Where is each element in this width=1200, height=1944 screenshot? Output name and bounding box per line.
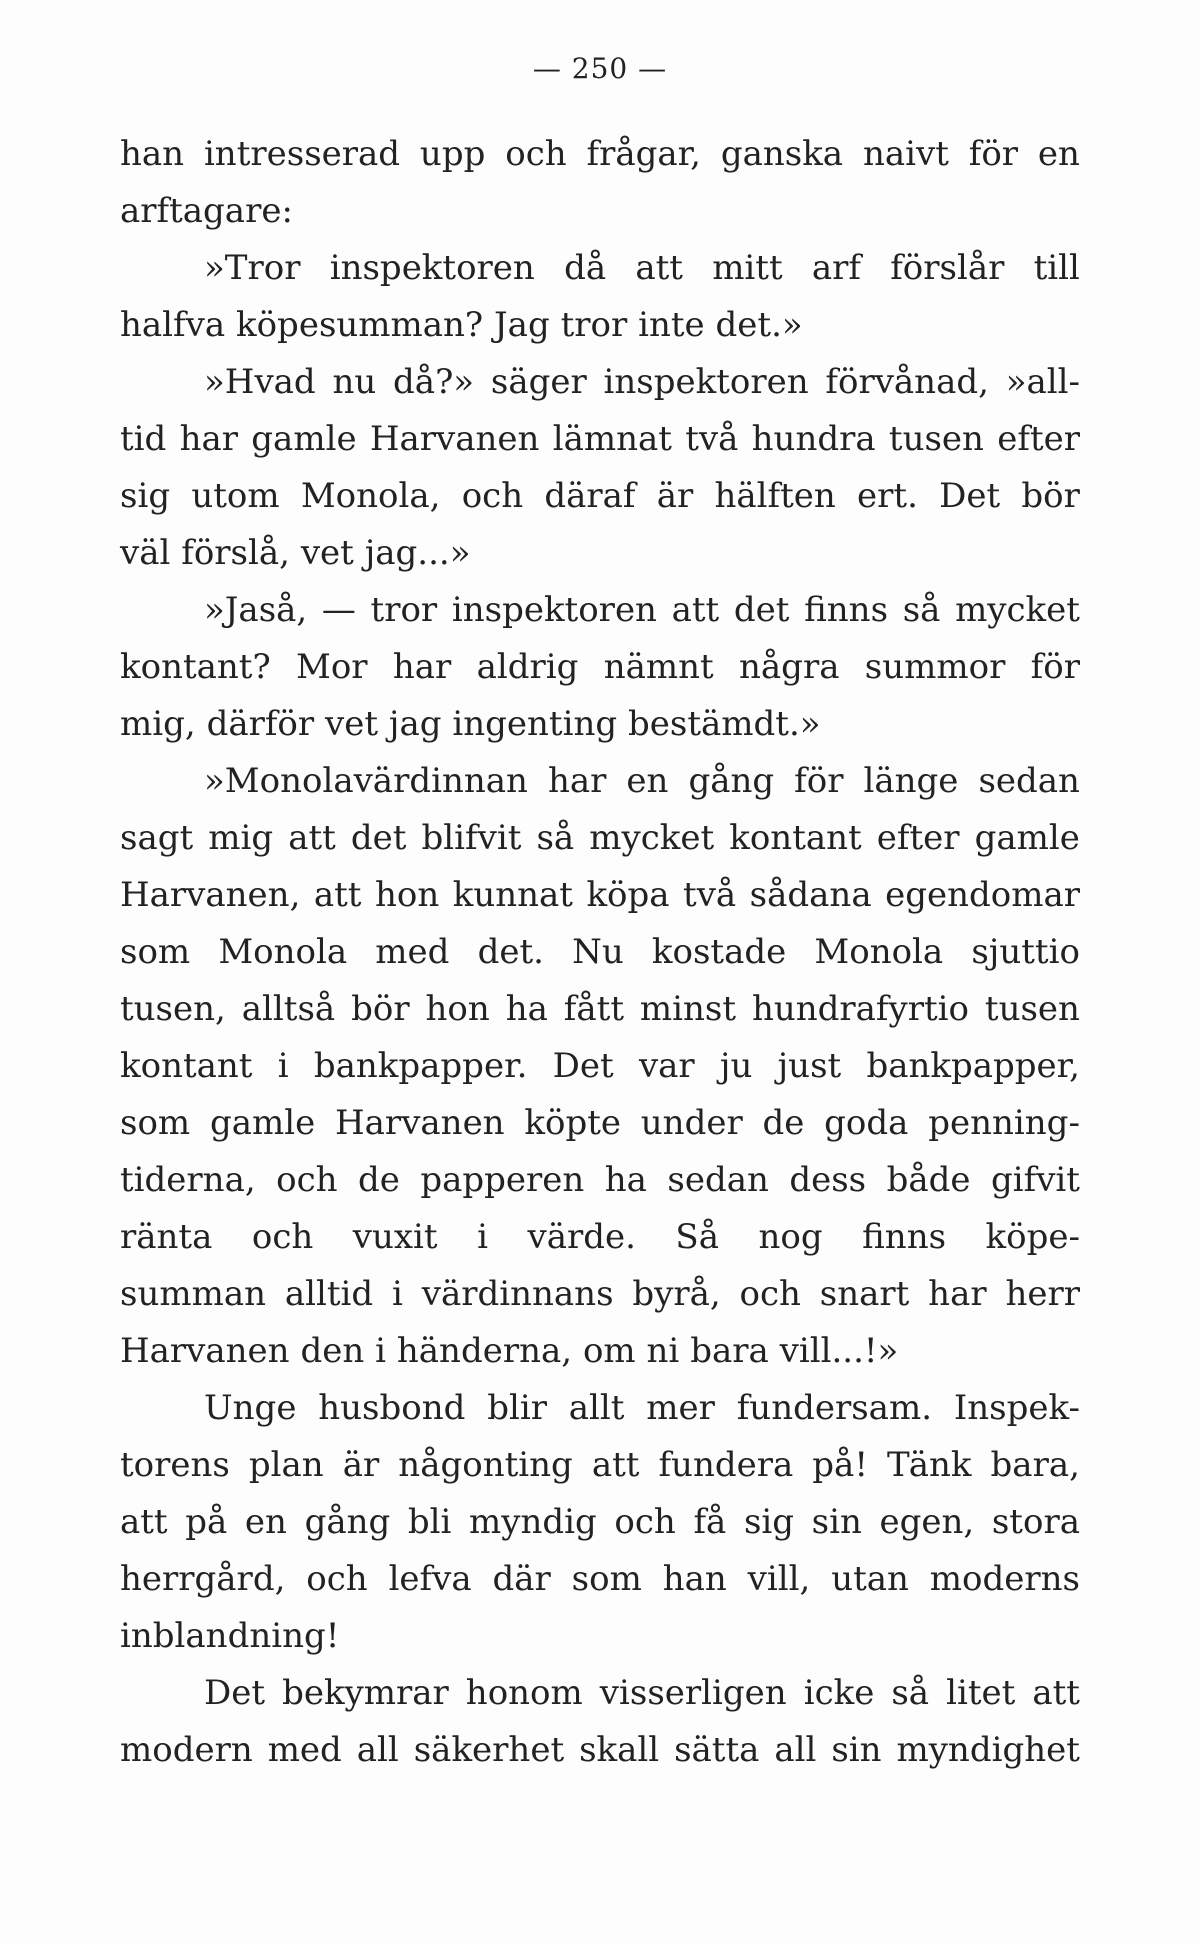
- word: och: [739, 1274, 801, 1314]
- word: köpa: [586, 875, 670, 915]
- word: finns: [804, 590, 889, 630]
- word: herrgård,: [120, 1559, 286, 1599]
- word: mycket: [955, 590, 1080, 630]
- word: köpe-: [985, 1217, 1080, 1257]
- word: kontant: [729, 818, 862, 858]
- word: att: [288, 818, 336, 858]
- word: penning-: [928, 1103, 1080, 1143]
- word: så: [536, 818, 575, 858]
- word: efter: [876, 818, 960, 858]
- word: hundra: [751, 419, 876, 459]
- word: myndighet: [896, 1730, 1080, 1770]
- text-line: [120, 696, 1080, 753]
- word: att: [635, 248, 683, 288]
- word: två: [683, 875, 737, 915]
- word: de: [357, 1160, 400, 1200]
- word: sin: [831, 1730, 882, 1770]
- word: Harvanen: [120, 1331, 290, 1371]
- word: och: [461, 476, 524, 516]
- word: visserligen: [599, 1673, 787, 1713]
- word: kunnat: [452, 875, 573, 915]
- word: och: [505, 134, 567, 174]
- word: frågar,: [586, 134, 701, 174]
- word: aldrig: [476, 647, 579, 687]
- word: Monola: [814, 932, 944, 972]
- word: för: [968, 134, 1019, 174]
- word: Så: [675, 1217, 719, 1257]
- word: Harvanen: [335, 1103, 505, 1143]
- word: mer: [646, 1388, 715, 1428]
- word: Det: [204, 1673, 266, 1713]
- word: en: [1037, 134, 1080, 174]
- word: bara: [690, 1331, 769, 1371]
- word: i: [477, 1217, 488, 1257]
- word: sagt: [120, 818, 194, 858]
- word: summor: [864, 647, 1006, 687]
- word: om: [582, 1331, 636, 1371]
- text-line: [120, 1323, 1080, 1380]
- text-line: [120, 1152, 1080, 1209]
- word: plan: [248, 1445, 324, 1485]
- word: där: [492, 1559, 551, 1599]
- word: vet: [300, 533, 354, 573]
- word: Unge: [204, 1388, 297, 1428]
- word: händerna,: [396, 1331, 573, 1371]
- word: »Hvad: [204, 362, 316, 402]
- word: ha: [604, 1160, 647, 1200]
- word: Monola: [218, 932, 348, 972]
- word: han: [662, 1559, 727, 1599]
- word: moderns: [929, 1559, 1080, 1599]
- word: han: [120, 134, 185, 174]
- word: jag...»: [364, 533, 471, 573]
- word: sin: [811, 1502, 862, 1542]
- text-line: [120, 1380, 1080, 1437]
- word: inspektoren: [603, 362, 809, 402]
- word: tusen,: [120, 989, 226, 1029]
- word: ert.: [857, 476, 918, 516]
- word: intresserad: [203, 134, 401, 174]
- word: värde.: [527, 1217, 636, 1257]
- text-line: [120, 753, 1080, 810]
- text-line: [120, 1551, 1080, 1608]
- text-line: [120, 468, 1080, 525]
- word: Jag: [494, 305, 550, 345]
- word: sig: [743, 1502, 795, 1542]
- word: gång: [688, 761, 775, 801]
- word: Harvanen,: [120, 875, 301, 915]
- word: »Monolavärdinnan: [204, 761, 528, 801]
- word: inblandning!: [120, 1616, 340, 1656]
- word: med: [267, 1730, 342, 1770]
- word: sätta: [674, 1730, 760, 1770]
- word: Det: [552, 1046, 614, 1086]
- word: köpte: [524, 1103, 621, 1143]
- word: bankpapper.: [313, 1046, 528, 1086]
- word: att: [120, 1502, 168, 1542]
- word: hälften: [714, 476, 836, 516]
- word: egendomar: [885, 875, 1080, 915]
- text-line: [120, 411, 1080, 468]
- word: herr: [1005, 1274, 1080, 1314]
- text-line: [120, 1494, 1080, 1551]
- word: sedan: [667, 1160, 769, 1200]
- word: gång: [304, 1502, 391, 1542]
- word: i: [277, 1046, 289, 1086]
- word: har: [179, 419, 239, 459]
- word: är: [342, 1445, 380, 1485]
- word: inte: [638, 305, 705, 345]
- word: en: [626, 761, 669, 801]
- word: har: [392, 647, 452, 687]
- word: gamle: [251, 419, 357, 459]
- word: säger: [490, 362, 587, 402]
- word: »Tror: [204, 248, 301, 288]
- word: en: [244, 1502, 287, 1542]
- word: någonting: [398, 1445, 573, 1485]
- word: och: [276, 1160, 338, 1200]
- word: nämnt: [603, 647, 714, 687]
- word: som: [120, 932, 191, 972]
- word: det.»: [715, 305, 803, 345]
- word: sådana: [749, 875, 872, 915]
- word: myndig: [469, 1502, 597, 1542]
- word: var: [638, 1046, 695, 1086]
- word: länge: [863, 761, 959, 801]
- text-line: [120, 1209, 1080, 1266]
- text-line: [120, 981, 1080, 1038]
- word: lämnat: [552, 419, 672, 459]
- word: summan: [120, 1274, 266, 1314]
- word: gamle: [209, 1103, 316, 1143]
- text-line: [120, 1665, 1080, 1722]
- word: har: [547, 761, 607, 801]
- word: Nu: [572, 932, 624, 972]
- word: Tänk: [887, 1445, 972, 1485]
- word: bör: [351, 989, 410, 1029]
- word: snart: [819, 1274, 910, 1314]
- text-line: [120, 810, 1080, 867]
- body-text: [120, 126, 1080, 1779]
- word: under: [640, 1103, 743, 1143]
- word: att: [313, 875, 362, 915]
- word: Monola,: [300, 476, 441, 516]
- word: fått: [563, 989, 624, 1029]
- text-line: [120, 126, 1080, 183]
- word: att: [591, 1445, 640, 1485]
- word: för: [794, 761, 844, 801]
- word: fundersam.: [736, 1388, 933, 1428]
- word: hon: [374, 875, 440, 915]
- word: Det: [939, 476, 1001, 516]
- word: kontant: [120, 1046, 253, 1086]
- text-line: [120, 639, 1080, 696]
- word: värdinnans: [421, 1274, 614, 1314]
- word: på: [185, 1502, 228, 1542]
- word: mitt: [712, 248, 783, 288]
- word: i: [375, 1331, 386, 1371]
- word: därför: [206, 704, 315, 744]
- word: köpesumman?: [235, 305, 484, 345]
- word: halfva: [120, 305, 226, 345]
- word: det: [733, 590, 790, 630]
- word: säkerhet: [413, 1730, 565, 1770]
- word: och: [251, 1217, 314, 1257]
- word: efter: [997, 419, 1080, 459]
- word: bestämdt.»: [628, 704, 821, 744]
- word: sig: [120, 476, 171, 516]
- text-line: [120, 1608, 1080, 1665]
- word: det: [350, 818, 407, 858]
- word: byrå,: [632, 1274, 721, 1314]
- word: gifvit: [990, 1160, 1080, 1200]
- word: väl: [120, 533, 171, 573]
- word: bekymrar: [282, 1673, 449, 1713]
- word: bli: [407, 1502, 452, 1542]
- word: nu: [332, 362, 377, 402]
- text-line: [120, 867, 1080, 924]
- word: blir: [487, 1388, 547, 1428]
- text-line: [120, 1722, 1080, 1779]
- word: egen,: [879, 1502, 975, 1542]
- word: vuxit: [352, 1217, 438, 1257]
- word: några: [739, 647, 840, 687]
- word: både: [886, 1160, 971, 1200]
- word: bör: [1021, 476, 1080, 516]
- word: tiderna,: [120, 1160, 256, 1200]
- word: Mor: [296, 647, 368, 687]
- word: är: [656, 476, 694, 516]
- text-line: [120, 354, 1080, 411]
- word: ju: [719, 1046, 753, 1086]
- text-line: [120, 240, 1080, 297]
- word: minst: [639, 989, 737, 1029]
- word: tror: [560, 305, 628, 345]
- word: förslå,: [181, 533, 290, 573]
- word: och: [614, 1502, 676, 1542]
- word: kostade: [651, 932, 787, 972]
- text-line: [120, 582, 1080, 639]
- text-line: [120, 297, 1080, 354]
- word: arf: [811, 248, 861, 288]
- word: all: [356, 1730, 399, 1770]
- word: modern: [120, 1730, 253, 1770]
- word: just: [777, 1046, 842, 1086]
- word: Inspek-: [953, 1388, 1080, 1428]
- word: två: [685, 419, 739, 459]
- page-number: — 250 —: [532, 52, 668, 85]
- word: så: [891, 1673, 930, 1713]
- word: arftagare:: [120, 191, 293, 231]
- word: vill...!»: [779, 1331, 899, 1371]
- word: jag: [388, 704, 442, 744]
- word: litet: [946, 1673, 1016, 1713]
- word: skall: [579, 1730, 660, 1770]
- word: torens: [120, 1445, 230, 1485]
- word: alltså: [241, 989, 336, 1029]
- word: bara,: [990, 1445, 1080, 1485]
- word: »Jaså,: [204, 590, 308, 630]
- word: mig: [208, 818, 274, 858]
- word: »all-: [1005, 362, 1080, 402]
- word: blifvit: [421, 818, 522, 858]
- word: —: [321, 590, 356, 630]
- text-line: [120, 1095, 1080, 1152]
- word: mycket: [589, 818, 715, 858]
- word: ha: [505, 989, 548, 1029]
- word: att: [671, 590, 720, 630]
- word: har: [928, 1274, 987, 1314]
- word: Harvanen: [369, 419, 540, 459]
- word: stora: [991, 1502, 1080, 1542]
- word: vet: [325, 704, 379, 744]
- text-line: [120, 183, 1080, 240]
- word: den: [300, 1331, 365, 1371]
- word: så: [902, 590, 941, 630]
- word: fundera: [658, 1445, 794, 1485]
- word: då?»: [393, 362, 475, 402]
- word: då: [564, 248, 607, 288]
- word: inspektoren: [329, 248, 535, 288]
- word: ni: [646, 1331, 680, 1371]
- word: naivt: [862, 134, 949, 174]
- word: husbond: [318, 1388, 466, 1428]
- word: ganska: [720, 134, 844, 174]
- word: vill,: [747, 1559, 811, 1599]
- word: honom: [465, 1673, 583, 1713]
- word: allt: [568, 1388, 625, 1428]
- word: sjuttio: [971, 932, 1080, 972]
- word: det.: [477, 932, 544, 972]
- word: utom: [191, 476, 280, 516]
- word: ränta: [120, 1217, 213, 1257]
- text-line: [120, 924, 1080, 981]
- word: som: [120, 1103, 191, 1143]
- text-line: [120, 525, 1080, 582]
- word: upp: [419, 134, 486, 174]
- word: de: [762, 1103, 805, 1143]
- text-line: [120, 1266, 1080, 1323]
- word: goda: [824, 1103, 909, 1143]
- word: få: [693, 1502, 727, 1542]
- word: icke: [803, 1673, 875, 1713]
- word: tror: [370, 590, 438, 630]
- text-line: [120, 1038, 1080, 1095]
- word: förslår: [890, 248, 1005, 288]
- word: som: [571, 1559, 642, 1599]
- word: ingenting: [452, 704, 618, 744]
- text-line: [120, 1437, 1080, 1494]
- word: sedan: [978, 761, 1080, 801]
- word: papperen: [420, 1160, 585, 1200]
- word: finns: [862, 1217, 947, 1257]
- word: dess: [789, 1160, 867, 1200]
- word: till: [1033, 248, 1080, 288]
- word: bankpapper,: [866, 1046, 1080, 1086]
- word: all: [774, 1730, 817, 1770]
- word: hon: [425, 989, 490, 1029]
- word: och: [306, 1559, 368, 1599]
- word: gamle: [974, 818, 1080, 858]
- word: på!: [812, 1445, 868, 1485]
- word: utan: [831, 1559, 909, 1599]
- word: mig,: [120, 704, 196, 744]
- word: inspektoren: [451, 590, 657, 630]
- word: i: [392, 1274, 403, 1314]
- word: för: [1030, 647, 1080, 687]
- word: däraf: [544, 476, 636, 516]
- word: tusen: [888, 419, 984, 459]
- word: att: [1032, 1673, 1080, 1713]
- word: med: [375, 932, 450, 972]
- word: alltid: [284, 1274, 374, 1314]
- word: tid: [120, 419, 167, 459]
- word: tusen: [984, 989, 1080, 1029]
- word: förvånad,: [825, 362, 989, 402]
- word: kontant?: [120, 647, 271, 687]
- word: hundrafyrtio: [751, 989, 969, 1029]
- word: lefva: [388, 1559, 472, 1599]
- word: nog: [758, 1217, 823, 1257]
